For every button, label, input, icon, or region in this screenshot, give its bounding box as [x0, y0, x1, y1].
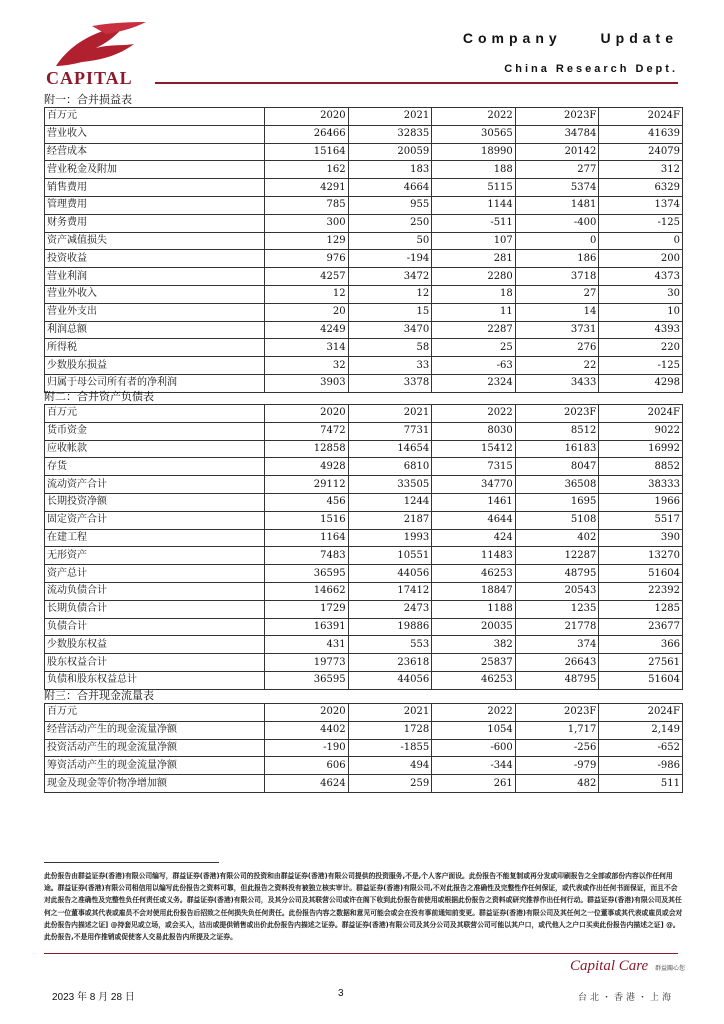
- table-row: [45, 739, 683, 757]
- table-cell: 48795: [515, 565, 599, 583]
- table-cell: 1516: [265, 511, 349, 529]
- table-cell: 6810: [348, 458, 432, 476]
- table-cell: 51604: [599, 671, 683, 689]
- table-cell: 2187: [348, 511, 432, 529]
- table-cell: 30: [599, 285, 683, 303]
- table-row: [45, 636, 683, 654]
- table-cell: -125: [599, 357, 683, 375]
- table-cell: 38333: [599, 476, 683, 494]
- table-cell: 8852: [599, 458, 683, 476]
- table-cell: 15412: [432, 440, 516, 458]
- table-cell: 46253: [432, 671, 516, 689]
- table-cell: 8047: [515, 458, 599, 476]
- column-header: 百万元: [45, 108, 265, 126]
- capital-care-logo: Capital Care: [570, 958, 649, 974]
- table-header-row: [45, 405, 683, 423]
- table-cell: 6329: [599, 179, 683, 197]
- table-cell: 12: [265, 285, 349, 303]
- table-cell: 21778: [515, 618, 599, 636]
- table-cell: 24079: [599, 143, 683, 161]
- row-label: 股东权益合计: [45, 654, 265, 672]
- column-header: 2022: [432, 405, 516, 423]
- table-cell: 12: [348, 285, 432, 303]
- table-row: [45, 125, 683, 143]
- table-cell: 3470: [348, 321, 432, 339]
- table-cell: 4373: [599, 268, 683, 286]
- column-header: 2022: [432, 704, 516, 722]
- row-label: 流动负债合计: [45, 582, 265, 600]
- table-cell: 186: [515, 250, 599, 268]
- table-cell: 162: [265, 161, 349, 179]
- table-cell: 1164: [265, 529, 349, 547]
- table-cell: 1054: [432, 721, 516, 739]
- table-cell: 15164: [265, 143, 349, 161]
- table-row: [45, 268, 683, 286]
- table-cell: 200: [599, 250, 683, 268]
- table-row: [45, 321, 683, 339]
- table-cell: 4249: [265, 321, 349, 339]
- income-statement-section: [44, 92, 682, 393]
- table-row: [45, 529, 683, 547]
- table-cell: 2324: [432, 374, 516, 392]
- table-cell: 382: [432, 636, 516, 654]
- table-cell: -344: [432, 757, 516, 775]
- table-header-row: [45, 108, 683, 126]
- table-cell: 8030: [432, 422, 516, 440]
- table-cell: 20543: [515, 582, 599, 600]
- table-cell: 22: [515, 357, 599, 375]
- table-cell: -600: [432, 739, 516, 757]
- row-label: 筹资活动产生的现金流量净额: [45, 757, 265, 775]
- table-cell: 19886: [348, 618, 432, 636]
- table-cell: 26466: [265, 125, 349, 143]
- table-cell: 1188: [432, 600, 516, 618]
- disclaimer-text: 此份报告由群益证券(香港)有限公司编写，群益证券(香港)有限公司的投资和由群益证券(香港)有限公司提供的投资服务,不是,个人客户面设。此份报告不能复制或再分发或印刷报告之全部或部份内容以作任何用途。群益证券(香港)有限公司相信用以编写此份报告之资料可靠，但此报告之资料没有被独立核实审计。群益证券(香港)有限公司,不对此报告之准确性及完整性作任何保证，或代表或作出任何书面保证，而且不会对此报告之准确性及完整性负任何责任或义务。群益证券(香港)有限公司，及其分公司及其联营公司或许在阁下收到此份报告前使用或根据此份报告之资料或研究推荐作出任何行动。群益证券(香港)有限公司及其任何之一位董事或其代表或雇员不会对使用此份报告后招致之任何损失负任何责任。此份报告内容之数据和意见可能会或会在没有事前通知前变更。群益证券(香港)有限公司及其任何之一位董事或其代表或雇员或会对此份报告内描述之证] @持套见或立场，或会买入，沽出或提供销售或出价此份报告内描述之证券。群益证券(香港)有限公司及其分公司及其联营公司可能以其户口，或代他人之户口买卖此份报告内描述之证] @。此份报告,不是用作推销或促使客人交易此报告内所提及之证券。: [44, 872, 683, 942]
- table-cell: 58: [348, 339, 432, 357]
- table-cell: 456: [265, 493, 349, 511]
- column-header: 2024F: [599, 405, 683, 423]
- table-cell: 33505: [348, 476, 432, 494]
- table-cell: 10: [599, 303, 683, 321]
- table-cell: -63: [432, 357, 516, 375]
- balance-sheet-title: 附二：合并资产负债表: [44, 390, 154, 403]
- table-cell: 18: [432, 285, 516, 303]
- table-cell: 314: [265, 339, 349, 357]
- table-cell: 1235: [515, 600, 599, 618]
- table-cell: 300: [265, 214, 349, 232]
- table-cell: 183: [348, 161, 432, 179]
- page-number: 3: [338, 988, 344, 999]
- table-cell: 36508: [515, 476, 599, 494]
- table-cell: 51604: [599, 565, 683, 583]
- column-header: 2023F: [515, 108, 599, 126]
- table-cell: 32: [265, 357, 349, 375]
- table-cell: 3472: [348, 268, 432, 286]
- table-cell: 4928: [265, 458, 349, 476]
- row-label: 财务费用: [45, 214, 265, 232]
- row-label: 资产减值损失: [45, 232, 265, 250]
- row-label: 管理费用: [45, 196, 265, 214]
- table-cell: 32835: [348, 125, 432, 143]
- table-cell: -400: [515, 214, 599, 232]
- table-cell: 16183: [515, 440, 599, 458]
- table-row: [45, 143, 683, 161]
- table-row: [45, 511, 683, 529]
- row-label: 经营成本: [45, 143, 265, 161]
- column-header: 2021: [348, 405, 432, 423]
- table-cell: 44056: [348, 565, 432, 583]
- table-cell: 7731: [348, 422, 432, 440]
- row-label: 经营活动产生的现金流量净额: [45, 721, 265, 739]
- row-label: 在建工程: [45, 529, 265, 547]
- table-cell: 23618: [348, 654, 432, 672]
- table-row: [45, 493, 683, 511]
- table-row: [45, 654, 683, 672]
- table-row: [45, 582, 683, 600]
- table-row: [45, 440, 683, 458]
- table-cell: 2473: [348, 600, 432, 618]
- table-cell: 26643: [515, 654, 599, 672]
- table-cell: 18847: [432, 582, 516, 600]
- table-cell: 27: [515, 285, 599, 303]
- table-cell: 511: [599, 775, 683, 793]
- table-row: [45, 565, 683, 583]
- row-label: 营业外收入: [45, 285, 265, 303]
- table-cell: 11: [432, 303, 516, 321]
- row-label: 营业外支出: [45, 303, 265, 321]
- table-cell: 261: [432, 775, 516, 793]
- row-label: 资产总计: [45, 565, 265, 583]
- header-divider: [155, 82, 678, 84]
- table-cell: 20142: [515, 143, 599, 161]
- balance-sheet-section: [44, 389, 682, 690]
- table-cell: 276: [515, 339, 599, 357]
- page-title: Company Update: [462, 30, 678, 46]
- table-cell: 431: [265, 636, 349, 654]
- table-cell: 23677: [599, 618, 683, 636]
- table-cell: 1144: [432, 196, 516, 214]
- table-cell: 4664: [348, 179, 432, 197]
- table-cell: 34770: [432, 476, 516, 494]
- table-cell: 482: [515, 775, 599, 793]
- row-label: 少数股东权益: [45, 636, 265, 654]
- table-cell: 606: [265, 757, 349, 775]
- office-cities: 台北・香港・上海: [578, 993, 675, 1003]
- table-cell: 11483: [432, 547, 516, 565]
- table-row: [45, 422, 683, 440]
- income-statement-table: [44, 107, 683, 393]
- table-cell: -256: [515, 739, 599, 757]
- table-cell: 36595: [265, 565, 349, 583]
- table-cell: 4644: [432, 511, 516, 529]
- row-label: 应收帐款: [45, 440, 265, 458]
- table-cell: 1695: [515, 493, 599, 511]
- footer-divider: [44, 953, 678, 954]
- column-header: 2020: [265, 704, 349, 722]
- cash-flow-title: 附三：合并现金流量表: [44, 689, 154, 702]
- table-cell: 281: [432, 250, 516, 268]
- table-cell: 48795: [515, 671, 599, 689]
- column-header: 2020: [265, 108, 349, 126]
- table-cell: 14662: [265, 582, 349, 600]
- table-cell: 1244: [348, 493, 432, 511]
- table-cell: 3718: [515, 268, 599, 286]
- table-header-row: [45, 704, 683, 722]
- table-cell: 14654: [348, 440, 432, 458]
- table-row: [45, 476, 683, 494]
- table-cell: 3903: [265, 374, 349, 392]
- table-cell: -979: [515, 757, 599, 775]
- table-row: [45, 303, 683, 321]
- table-cell: 3378: [348, 374, 432, 392]
- table-cell: 9022: [599, 422, 683, 440]
- table-cell: 15: [348, 303, 432, 321]
- table-cell: 4393: [599, 321, 683, 339]
- row-label: 营业收入: [45, 125, 265, 143]
- table-cell: -194: [348, 250, 432, 268]
- table-cell: 129: [265, 232, 349, 250]
- table-cell: 390: [599, 529, 683, 547]
- row-label: 营业税金及附加: [45, 161, 265, 179]
- row-label: 销售费用: [45, 179, 265, 197]
- row-label: 所得税: [45, 339, 265, 357]
- table-row: [45, 339, 683, 357]
- table-cell: 259: [348, 775, 432, 793]
- table-cell: 33: [348, 357, 432, 375]
- table-cell: 1728: [348, 721, 432, 739]
- column-header: 2022: [432, 108, 516, 126]
- table-cell: 2287: [432, 321, 516, 339]
- table-cell: 5108: [515, 511, 599, 529]
- column-header: 百万元: [45, 405, 265, 423]
- table-cell: 2,149: [599, 721, 683, 739]
- table-cell: 2280: [432, 268, 516, 286]
- table-row: [45, 600, 683, 618]
- column-header: 2021: [348, 108, 432, 126]
- table-cell: 22392: [599, 582, 683, 600]
- footnote-rule: [44, 862, 219, 863]
- row-label: 投资收益: [45, 250, 265, 268]
- table-cell: 220: [599, 339, 683, 357]
- table-row: [45, 671, 683, 689]
- row-label: 货币资金: [45, 422, 265, 440]
- table-cell: 12858: [265, 440, 349, 458]
- row-label: 归属于母公司所有者的净利润: [45, 374, 265, 392]
- table-cell: 27561: [599, 654, 683, 672]
- table-cell: 29112: [265, 476, 349, 494]
- table-row: [45, 458, 683, 476]
- table-cell: 5115: [432, 179, 516, 197]
- table-cell: 366: [599, 636, 683, 654]
- row-label: 长期负债合计: [45, 600, 265, 618]
- table-cell: 16391: [265, 618, 349, 636]
- table-cell: 4624: [265, 775, 349, 793]
- balance-sheet-table: [44, 404, 683, 690]
- table-cell: 553: [348, 636, 432, 654]
- table-row: [45, 161, 683, 179]
- table-cell: 5517: [599, 511, 683, 529]
- table-cell: 312: [599, 161, 683, 179]
- table-cell: 4291: [265, 179, 349, 197]
- table-cell: 1285: [599, 600, 683, 618]
- table-cell: 7315: [432, 458, 516, 476]
- table-cell: 8512: [515, 422, 599, 440]
- table-cell: 20059: [348, 143, 432, 161]
- table-cell: -190: [265, 739, 349, 757]
- table-cell: 10551: [348, 547, 432, 565]
- column-header: 2021: [348, 704, 432, 722]
- table-cell: 0: [515, 232, 599, 250]
- table-cell: -1855: [348, 739, 432, 757]
- row-label: 营业利润: [45, 268, 265, 286]
- table-cell: -986: [599, 757, 683, 775]
- table-cell: 402: [515, 529, 599, 547]
- table-cell: 0: [599, 232, 683, 250]
- table-cell: -511: [432, 214, 516, 232]
- table-cell: 494: [348, 757, 432, 775]
- table-row: [45, 179, 683, 197]
- column-header: 百万元: [45, 704, 265, 722]
- table-row: [45, 757, 683, 775]
- table-row: [45, 547, 683, 565]
- table-cell: 955: [348, 196, 432, 214]
- table-cell: 785: [265, 196, 349, 214]
- table-cell: 5374: [515, 179, 599, 197]
- table-cell: 1481: [515, 196, 599, 214]
- table-row: [45, 721, 683, 739]
- table-cell: 1993: [348, 529, 432, 547]
- row-label: 无形资产: [45, 547, 265, 565]
- cash-flow-section: [44, 688, 682, 793]
- table-cell: 13270: [599, 547, 683, 565]
- table-cell: 250: [348, 214, 432, 232]
- table-cell: 16992: [599, 440, 683, 458]
- row-label: 利润总额: [45, 321, 265, 339]
- table-cell: 18990: [432, 143, 516, 161]
- table-cell: 1461: [432, 493, 516, 511]
- table-cell: -125: [599, 214, 683, 232]
- page-subtitle: China Research Dept.: [504, 63, 678, 75]
- table-row: [45, 357, 683, 375]
- table-cell: 19773: [265, 654, 349, 672]
- row-label: 长期投资净额: [45, 493, 265, 511]
- table-cell: 17412: [348, 582, 432, 600]
- report-date: 2023 年 8 月 28 日: [52, 992, 135, 1003]
- table-cell: 976: [265, 250, 349, 268]
- capital-care-tagline: 群益關心您: [655, 965, 686, 972]
- table-cell: 7472: [265, 422, 349, 440]
- column-header: 2024F: [599, 704, 683, 722]
- table-cell: 30565: [432, 125, 516, 143]
- table-cell: 4402: [265, 721, 349, 739]
- row-label: 负债合计: [45, 618, 265, 636]
- table-row: [45, 618, 683, 636]
- brand-name: CAPITAL: [46, 68, 133, 88]
- row-label: 现金及现金等价物净增加额: [45, 775, 265, 793]
- row-label: 固定资产合计: [45, 511, 265, 529]
- table-cell: 3433: [515, 374, 599, 392]
- table-cell: 424: [432, 529, 516, 547]
- table-cell: 12287: [515, 547, 599, 565]
- table-cell: 4257: [265, 268, 349, 286]
- table-cell: 46253: [432, 565, 516, 583]
- table-cell: 36595: [265, 671, 349, 689]
- table-cell: 4298: [599, 374, 683, 392]
- table-row: [45, 214, 683, 232]
- table-cell: 34784: [515, 125, 599, 143]
- table-row: [45, 285, 683, 303]
- table-cell: 14: [515, 303, 599, 321]
- table-cell: -652: [599, 739, 683, 757]
- table-cell: 188: [432, 161, 516, 179]
- income-statement-title: 附一：合并损益表: [44, 93, 132, 106]
- column-header: 2020: [265, 405, 349, 423]
- table-cell: 107: [432, 232, 516, 250]
- row-label: 存货: [45, 458, 265, 476]
- row-label: 投资活动产生的现金流量净额: [45, 739, 265, 757]
- table-row: [45, 232, 683, 250]
- table-cell: 3731: [515, 321, 599, 339]
- cash-flow-table: [44, 703, 683, 793]
- table-cell: 1729: [265, 600, 349, 618]
- table-cell: 1966: [599, 493, 683, 511]
- table-row: [45, 250, 683, 268]
- table-cell: 7483: [265, 547, 349, 565]
- row-label: 负债和股东权益总计: [45, 671, 265, 689]
- table-cell: 41639: [599, 125, 683, 143]
- table-cell: 25837: [432, 654, 516, 672]
- table-row: [45, 775, 683, 793]
- column-header: 2023F: [515, 405, 599, 423]
- table-cell: 1374: [599, 196, 683, 214]
- column-header: 2024F: [599, 108, 683, 126]
- table-cell: 44056: [348, 671, 432, 689]
- table-cell: 25: [432, 339, 516, 357]
- table-cell: 50: [348, 232, 432, 250]
- table-row: [45, 196, 683, 214]
- table-cell: 1,717: [515, 721, 599, 739]
- table-cell: 277: [515, 161, 599, 179]
- table-cell: 20035: [432, 618, 516, 636]
- column-header: 2023F: [515, 704, 599, 722]
- table-cell: 20: [265, 303, 349, 321]
- table-cell: 374: [515, 636, 599, 654]
- row-label: 少数股东损益: [45, 357, 265, 375]
- row-label: 流动资产合计: [45, 476, 265, 494]
